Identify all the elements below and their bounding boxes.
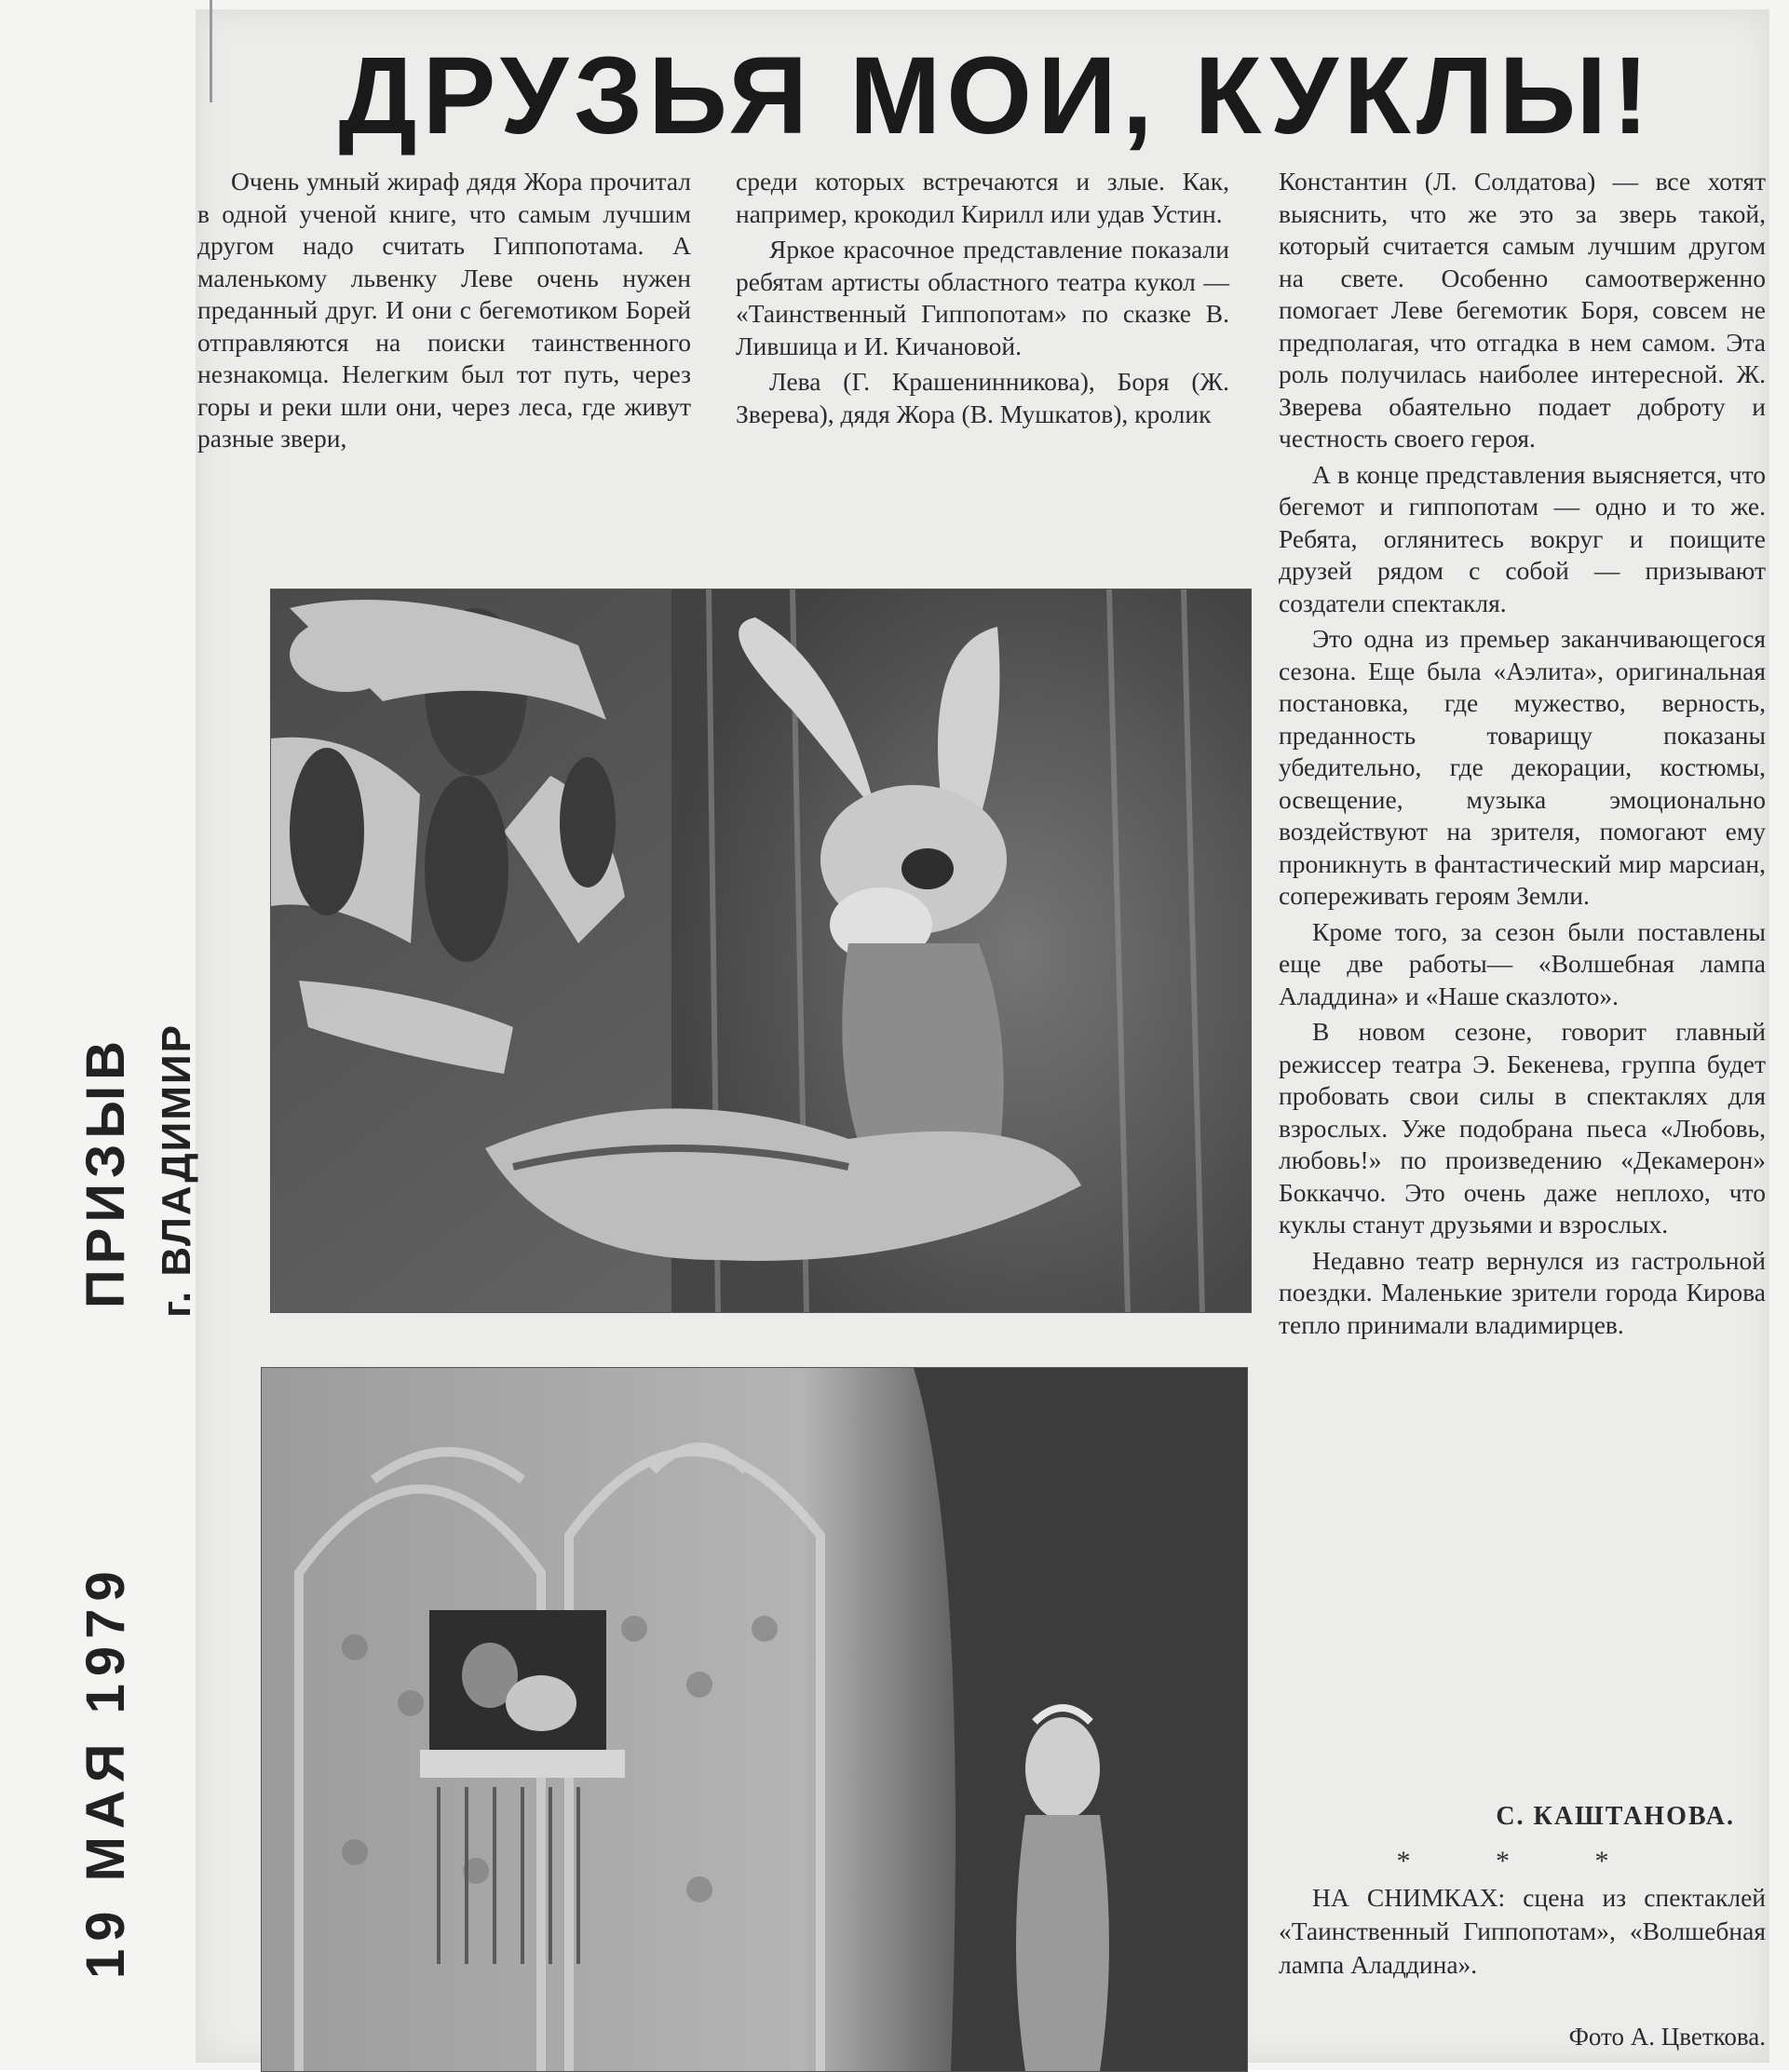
photo-puppet-rabbit [270,589,1252,1313]
author-signature: С. КАШТАНОВА. [1496,1802,1735,1831]
article-column-3 [1279,166,1766,1341]
archive-stamp [19,941,199,1984]
photo-credit: Фото А. Цветкова. [1568,2023,1766,2051]
paragraph: Это одна из премьер заканчивающегося сезона. Еще была «Аэлита», оригинальная постановка, где мужество, верность, преданность товарищу показаны убедительно, где декорации, костюмы, освещение, музыка эмоционально воздействуют на зрителя, помогают ему проникнуть в фантастический мир марсиан, сопереживать героям Земли. [1279,624,1766,910]
stamp-city: г. ВЛАДИМИР [154,1023,199,1318]
section-separator: * * * [1396,1846,1648,1876]
paragraph: А в конце представления выясняется, что бегемот и гиппопотам — одно и то же. Ребята, оглянитесь вокруг и поищите друзей рядом с собой — призывают создатели спектакля. [1279,459,1766,617]
photo-aladdin-scene [261,1367,1248,2072]
article-headline: ДРУЗЬЯ МОИ, КУКЛЫ! [338,34,1655,157]
rabbit-puppet-image [271,589,1251,1312]
paragraph: Яркое красочное представление показали ребятам артисты областного театра кукол — «Таинственный Гиппопотам» по сказке В. Лившица и И. Кичановой. [736,235,1229,360]
paragraph: Лева (Г. Крашенинникова), Боря (Ж. Зверева), дядя Жора (В. Мушкатов), кролик [736,367,1229,428]
paragraph: Недавно театр вернулся из гастрольной поездки. Маленькие зрители города Кирова тепло принимали владимирцев. [1279,1245,1766,1339]
paragraph: Кроме того, за сезон были поставлены еще две работы— «Волшебная лампа Аладдина» и «Наше сказлото». [1279,916,1766,1010]
paragraph: среди которых встречаются и злые. Как, например, крокодил Кирилл или удав Устин. [736,167,1229,228]
paragraph: Константин (Л. Солдатова) — все хотят выяснить, что же это за зверь такой, который считается самым лучшим другом на свете. Особенно самоотверженно помогает Леве бегемотик Боря, совсем не предполагая, что отгадка в нем самом. Эта роль получилась наиболее интересной. Ж. Зверева обаятельно подает доброту и честность своего героя. [1279,167,1766,453]
paragraph: В новом сезоне, говорит главный режиссер театра Э. Бекенева, группа будет пробовать свои силы в спектаклях для взрослых. Уже подобрана пьеса «Любовь, любовь!» по произведению «Декамерон» Боккаччо. Это очень даже неплохо, что куклы станут друзьями и взрослых. [1279,1017,1766,1239]
article-column-1 [197,166,691,455]
stamp-date: 19 МАЯ 1979 [75,1564,136,1979]
cut-edge [210,0,212,102]
stamp-newspaper-name: ПРИЗЫВ [75,1035,136,1308]
photo-caption [1279,1881,1766,1982]
article-column-2 [736,166,1229,430]
paragraph: Очень умный жираф дядя Жора прочитал в одной ученой книге, что самым лучшим другом надо считать Гиппопотама. А маленькому львенку Леве очень нужен преданный друг. И они с бегемотиком Борей отправляются на поиски таинственного незнакомца. Нелегким был тот путь, через горы и реки шли они, через леса, где живут разные звери, [197,167,691,453]
caption-text: НА СНИМКАХ: сцена из спектаклей «Таинственный Гиппопотам», «Волшебная лампа Аладдина». [1279,1883,1766,1979]
aladdin-scene-image [262,1368,1247,2071]
